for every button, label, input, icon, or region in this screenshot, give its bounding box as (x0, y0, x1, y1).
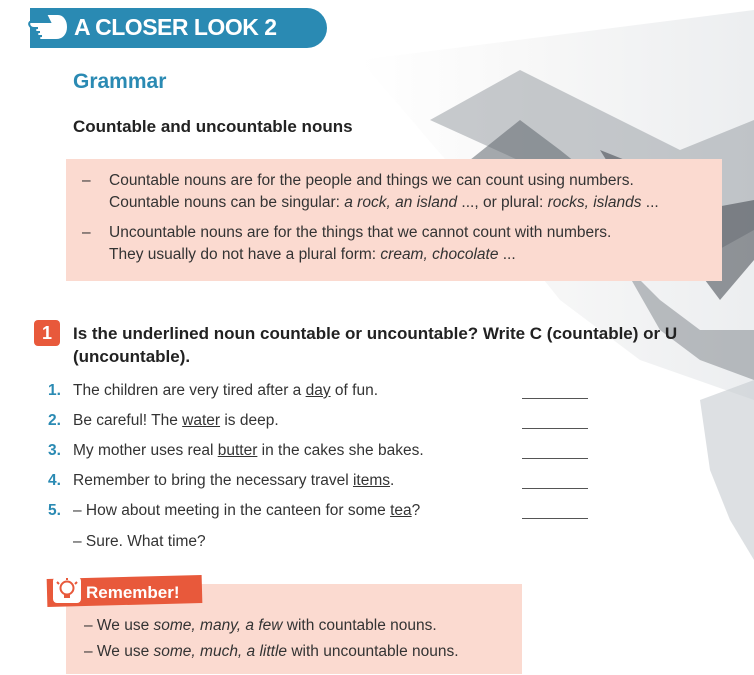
underlined-noun: day (305, 382, 331, 399)
answer-blank-1[interactable] (522, 398, 588, 399)
rule-dash: – (82, 224, 91, 241)
underlined-noun: water (182, 412, 221, 429)
lightbulb-icon (52, 576, 82, 604)
item-sentence: Remember to bring the necessary travel items. (73, 472, 395, 489)
item-sentence: – How about meeting in the canteen for some tea? (73, 502, 421, 519)
grammar-rules-box (66, 159, 722, 281)
section-subheading: Countable and uncountable nouns (73, 117, 353, 136)
remember-label: Remember! (86, 583, 180, 602)
answer-blank-2[interactable] (522, 428, 588, 429)
remember-line: – We use some, much, a little with uncountable nouns. (84, 643, 459, 660)
section-title: Grammar (73, 70, 167, 93)
exercise-instruction: Is the underlined noun countable or uncountable? Write C (countable) or U (uncountable). (73, 324, 678, 366)
item-number: 3. (48, 442, 61, 459)
underlined-noun: butter (217, 442, 258, 459)
remember-line: – We use some, many, a few with countable nouns. (84, 617, 437, 634)
answer-blank-4[interactable] (522, 488, 588, 489)
rule-dash: – (82, 172, 91, 189)
item-sentence: The children are very tired after a day of fun. (73, 382, 379, 399)
page-title: A CLOSER LOOK 2 (74, 14, 277, 40)
rule-line: Countable nouns are for the people and things we can count using numbers. (109, 172, 634, 189)
underlined-noun: tea (390, 502, 412, 519)
item-number: 2. (48, 412, 61, 429)
item-number: 1. (48, 382, 61, 399)
item-number: 5. (48, 502, 61, 519)
answer-blank-5[interactable] (522, 518, 588, 519)
exercise-number-badge: 1 (34, 320, 60, 346)
pointing-hand-icon (28, 10, 72, 44)
rule-line: Countable nouns can be singular: a rock, an island ..., or plural: rocks, islands ... (109, 194, 659, 211)
item-sentence: My mother uses real butter in the cakes she bakes. (73, 442, 424, 459)
item-number: 4. (48, 472, 61, 489)
rule-line: They usually do not have a plural form: cream, chocolate ... (109, 246, 516, 263)
underlined-noun: items (352, 472, 391, 489)
answer-blank-3[interactable] (522, 458, 588, 459)
rule-line: Uncountable nouns are for the things that we cannot count with numbers. (109, 224, 612, 241)
item-sentence: Be careful! The water is deep. (73, 412, 279, 429)
